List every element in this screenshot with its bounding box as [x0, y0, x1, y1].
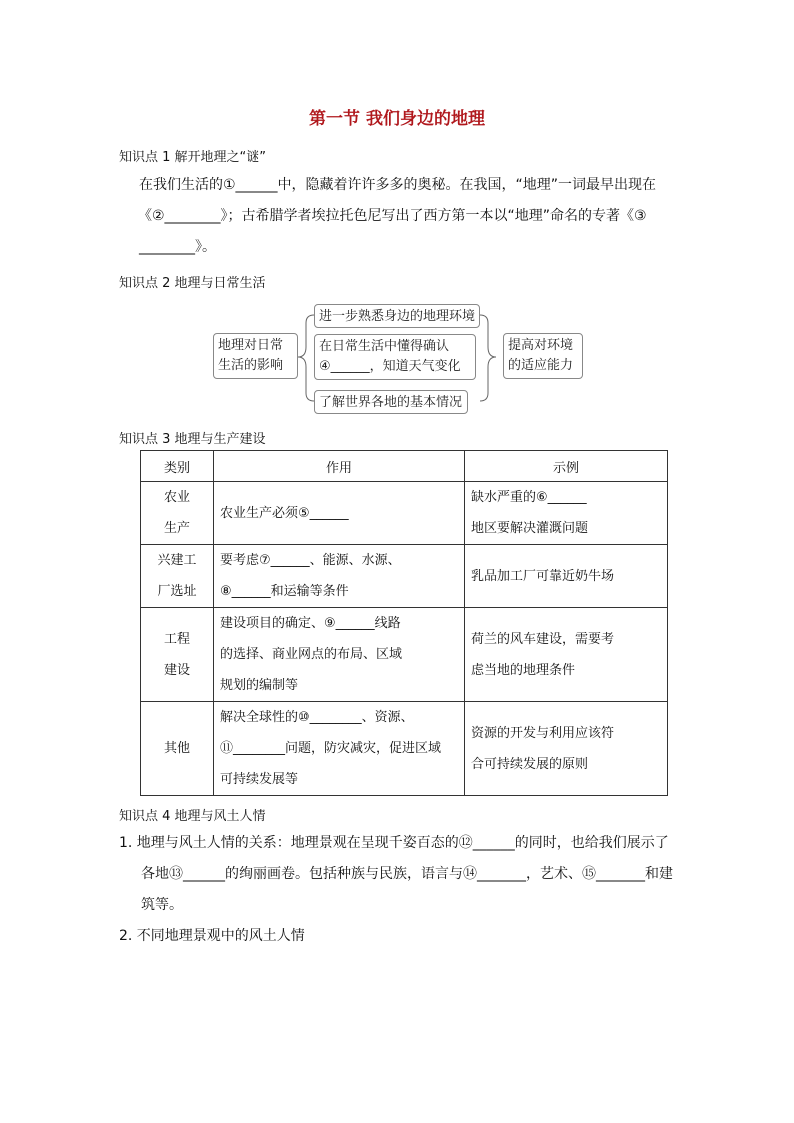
kp1-heading: 知识点 1 解开地理之“谜” — [119, 150, 267, 165]
kp4-list — [119, 828, 689, 952]
role-cell — [214, 702, 465, 796]
diagram-mid-text: 进一步熟悉身边的地理环境 — [319, 309, 476, 324]
category-cell — [141, 545, 214, 608]
diagram-mid-box-3 — [314, 390, 468, 414]
production-table — [140, 450, 668, 796]
role-cell — [214, 545, 465, 608]
category-cell — [141, 482, 214, 545]
cell-text: 厂选址 — [157, 584, 197, 599]
example-cell — [465, 702, 668, 796]
cell-text: 农业 — [163, 490, 190, 505]
cell-text: 资源的开发与利用应该符 — [471, 725, 615, 741]
role-cell — [214, 608, 465, 702]
diagram-right-text: 的适应能力 — [508, 358, 574, 373]
cell-text: 建设 — [163, 662, 190, 678]
diagram-right-text: 提高对环境 — [508, 338, 574, 353]
cell-text: 荷兰的风车建设，需要考 — [471, 631, 615, 647]
cell-text: 缺水严重的⑥______ — [471, 490, 587, 505]
diagram-mid-box-1 — [314, 304, 480, 328]
diagram-mid-text: 了解世界各地的基本情况 — [319, 395, 463, 410]
kp1-line: 《②________》；古希腊学者埃拉托色尼写出了西方第一本以“地理”命名的专著《③ — [138, 208, 647, 224]
cell-text: 生产 — [163, 521, 190, 536]
example-cell — [465, 608, 668, 702]
table-row — [141, 545, 668, 608]
cell-text: 兴建工 — [157, 553, 197, 568]
cell-text: 乳品加工厂可靠近奶牛场 — [471, 568, 615, 584]
cell-text: 解决全球性的⑩________、资源、 — [220, 710, 414, 725]
role-cell — [214, 482, 465, 545]
table-header-cell: 作用 — [214, 451, 465, 482]
right-brace — [480, 315, 496, 401]
cell-text: 农业生产必须⑤______ — [220, 505, 349, 521]
kp4-line: 筑等。 — [141, 897, 183, 913]
left-brace — [298, 315, 314, 401]
kp4-line: 2. 不同地理景观中的风土人情 — [119, 928, 305, 944]
cell-text: 规划的编制等 — [220, 678, 299, 693]
kp2-heading: 知识点 2 地理与日常生活 — [119, 276, 266, 291]
table-row — [141, 608, 668, 702]
kp4-heading: 知识点 4 地理与风土人情 — [119, 809, 266, 824]
diagram-right-box — [503, 333, 583, 379]
cell-text: 虑当地的地理条件 — [471, 662, 576, 678]
kp1-line: 在我们生活的①______中，隐藏着许许多多的奥秘。在我国，“地理”一词最早出现在 — [139, 177, 657, 193]
table-row — [141, 702, 668, 796]
cell-text: 的选择、商业网点的布局、区域 — [220, 647, 403, 662]
cell-text: 合可持续发展的原则 — [471, 756, 589, 772]
kp1-line: ________》。 — [139, 239, 216, 255]
diagram-left-text: 地理对日常 — [218, 338, 284, 353]
table-header-row — [141, 451, 668, 482]
cell-text: 要考虑⑦______、能源、水源、 — [220, 553, 401, 568]
table-header-cell: 类别 — [141, 451, 214, 482]
cell-text: 建设项目的确定、⑨______线路 — [220, 616, 401, 631]
cell-text: 其他 — [163, 741, 190, 756]
page-title: 第一节 我们身边的地理 — [309, 109, 485, 129]
kp4-line: 1. 地理与风土人情的关系：地理景观在呈现千姿百态的⑫______的同时，也给我们展示了 — [119, 835, 669, 851]
example-cell — [465, 482, 668, 545]
example-cell — [465, 545, 668, 608]
category-cell — [141, 702, 214, 796]
cell-text: 地区要解决灌溉问题 — [471, 521, 589, 536]
category-cell — [141, 608, 214, 702]
kp3-heading: 知识点 3 地理与生产建设 — [119, 432, 266, 447]
table-header-cell: 示例 — [465, 451, 668, 482]
diagram-left-text: 生活的影响 — [218, 358, 284, 373]
kp4-line: 各地⑬______的绚丽画卷。包括种族与民族，语言与⑭_______，艺术、⑮_______和建 — [141, 866, 673, 882]
cell-text: ⑪________问题，防灾减灾，促进区域 — [220, 741, 442, 756]
diagram-left-box — [213, 333, 298, 379]
cell-text: ⑧______和运输等条件 — [220, 584, 349, 599]
cell-text: 可持续发展等 — [220, 772, 299, 787]
cell-text: 工程 — [163, 631, 190, 647]
table-row — [141, 482, 668, 545]
diagram-mid-text: 在日常生活中懂得确认 — [319, 339, 450, 354]
diagram-mid-text: ④______，知道天气变化 — [319, 359, 461, 374]
diagram-mid-box-2 — [314, 334, 476, 380]
